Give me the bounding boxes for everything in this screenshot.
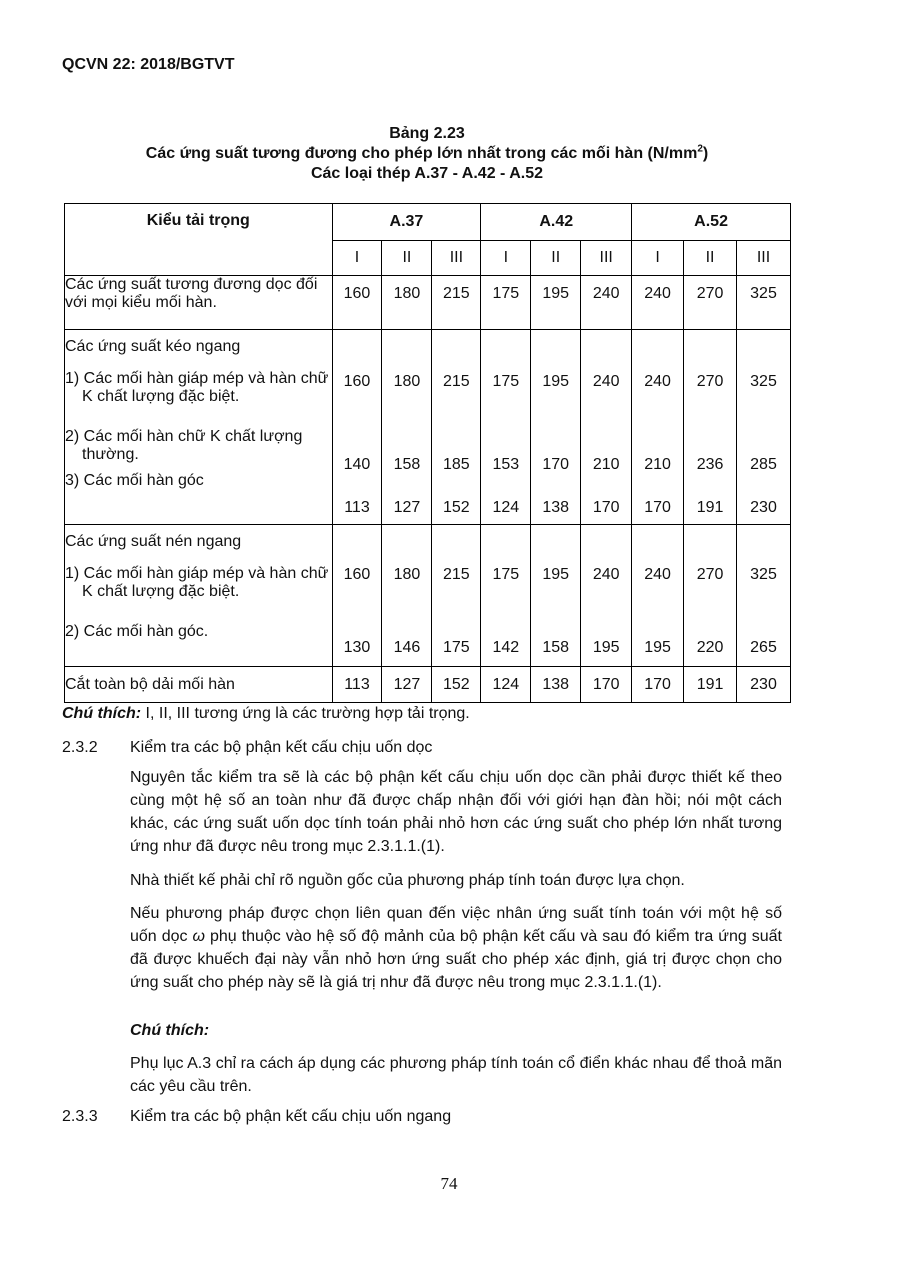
table-cell: 113 <box>332 667 382 703</box>
table-row <box>65 525 791 667</box>
row-label-group <box>65 330 333 525</box>
table-cell-group: 215 185 152 <box>432 330 481 525</box>
row-item-label: 2) Các mối hàn góc. <box>65 623 209 640</box>
table-row <box>65 276 791 330</box>
sub-col: I <box>332 241 382 276</box>
row-label: Các ứng suất tương đương dọc đối với mọi kiểu mối hàn. <box>65 276 333 330</box>
table-cell: 230 <box>737 667 791 703</box>
sub-col: III <box>581 241 632 276</box>
note-heading: Chú thích: <box>130 1022 210 1039</box>
sub-col: II <box>382 241 432 276</box>
col-group-a37: A.37 <box>332 204 481 241</box>
table-cell: 175 <box>481 276 531 330</box>
table-number: Bảng 2.23 <box>389 125 465 142</box>
table-cell: 240 <box>632 276 684 330</box>
table-cell: 270 <box>684 276 737 330</box>
row-item-label: 1) Các mối hàn giáp mép và hàn chữ K chất lượng đặc biệt. <box>65 565 329 600</box>
col-group-a42: A.42 <box>481 204 632 241</box>
table-cell: 240 <box>581 276 632 330</box>
table-cell-group: 240 195 <box>581 525 632 667</box>
paragraph: Nguyên tắc kiểm tra sẽ là các bộ phận kết cấu chịu uốn dọc cần phải được thiết kế theo cùng một hệ số an toàn như đã được chấp nhận đối với giới hạn đàn hồi; nói một cách khác, các ứng suất uốn dọc tính toán phải nhỏ hơn các ứng suất cho phép lớn nhất tương ứng như đã được nêu trong mục 2.3.1.1.(1). <box>130 769 782 855</box>
sub-col: I <box>632 241 684 276</box>
table-title <box>62 124 792 184</box>
table-cell-group: 325 285 230 <box>737 330 791 525</box>
table-cell-group: 175 142 <box>481 525 531 667</box>
sub-col: III <box>432 241 481 276</box>
table-cell: 195 <box>531 276 581 330</box>
table-cell-group: 195 170 138 <box>531 330 581 525</box>
sub-col: II <box>531 241 581 276</box>
paragraph: Nếu phương pháp được chọn liên quan đến việc nhân ứng suất tính toán với một hệ số uốn dọc ω phụ thuộc vào hệ số độ mảnh của bộ phận kết cấu và sau đó kiểm tra ứng suất đã được khuếch đại này vẫn nhỏ hơn ứng suất cho phép xác định, giá trị được chọn cho ứng suất cho phép này sẽ là giá trị như đã được nêu trong mục 2.3.1.1.(1). <box>130 905 782 991</box>
omega-symbol: ω <box>192 928 205 945</box>
row-item-label: 2) Các mối hàn chữ K chất lượng thường. <box>65 428 303 463</box>
table-row <box>65 667 791 703</box>
row-label: Cắt toàn bộ dải mối hàn <box>65 667 333 703</box>
table-cell-group: 175 153 124 <box>481 330 531 525</box>
sub-col: II <box>684 241 737 276</box>
note-label: Chú thích: <box>62 705 142 722</box>
table-cell: 325 <box>737 276 791 330</box>
table-cell-group: 325 265 <box>737 525 791 667</box>
table-cell: 170 <box>581 667 632 703</box>
table-caption: Các ứng suất tương đương cho phép lớn nhất trong các mối hàn $(N/mm^2)$ <box>145 143 709 162</box>
section-title: Kiểm tra các bộ phận kết cấu chịu uốn dọc <box>130 739 433 756</box>
stress-table <box>64 203 791 703</box>
row-label-group <box>65 525 333 667</box>
table-cell-group: 240 210 170 <box>632 330 684 525</box>
section-number: 2.3.2 <box>62 739 98 756</box>
row-group-heading: Các ứng suất kéo ngang <box>65 338 241 355</box>
sub-col: I <box>481 241 531 276</box>
row-item-label: 3) Các mối hàn góc <box>65 472 204 489</box>
table-cell: 180 <box>382 276 432 330</box>
table-row <box>65 330 791 525</box>
section-title: Kiểm tra các bộ phận kết cấu chịu uốn ngang <box>130 1108 452 1125</box>
table-note <box>62 705 470 723</box>
document-header: QCVN 22: 2018/BGTVT <box>62 56 235 73</box>
table-cell-group: 160 140 113 <box>332 330 382 525</box>
table-cell-group: 270 236 191 <box>684 330 737 525</box>
table-cell-group: 180 146 <box>382 525 432 667</box>
table-cell-group: 195 158 <box>531 525 581 667</box>
table-subcaption: Các loại thép A.37 - A.42 - A.52 <box>310 165 544 182</box>
table-cell: 191 <box>684 667 737 703</box>
table-cell-group: 160 130 <box>332 525 382 667</box>
col-header-load-type: Kiểu tải trọng <box>65 204 333 276</box>
paragraph: Nhà thiết kế phải chỉ rõ nguồn gốc của phương pháp tính toán được lựa chọn. <box>130 872 685 889</box>
note-text: I, II, III tương ứng là các trường hợp tải trọng. <box>141 705 470 722</box>
table-cell: 152 <box>432 667 481 703</box>
table-cell: 127 <box>382 667 432 703</box>
col-group-a52: A.52 <box>632 204 791 241</box>
row-group-heading: Các ứng suất nén ngang <box>65 533 242 550</box>
table-cell: 170 <box>632 667 684 703</box>
paragraph: Phụ lục A.3 chỉ ra cách áp dụng các phương pháp tính toán cổ điển khác nhau để thoả mãn các yêu cầu trên. <box>130 1055 782 1095</box>
table-cell-group: 270 220 <box>684 525 737 667</box>
table-cell: 138 <box>531 667 581 703</box>
table-cell: 160 <box>332 276 382 330</box>
sub-col: III <box>737 241 791 276</box>
table-cell-group: 240 210 170 <box>581 330 632 525</box>
table-cell: 124 <box>481 667 531 703</box>
section-number: 2.3.3 <box>62 1108 98 1125</box>
row-item-label: 1) Các mối hàn giáp mép và hàn chữ K chất lượng đặc biệt. <box>65 370 329 405</box>
table-cell: 215 <box>432 276 481 330</box>
page-number: 74 <box>440 1174 458 1193</box>
table-cell-group: 180 158 127 <box>382 330 432 525</box>
table-cell-group: 215 175 <box>432 525 481 667</box>
table-cell-group: 240 195 <box>632 525 684 667</box>
